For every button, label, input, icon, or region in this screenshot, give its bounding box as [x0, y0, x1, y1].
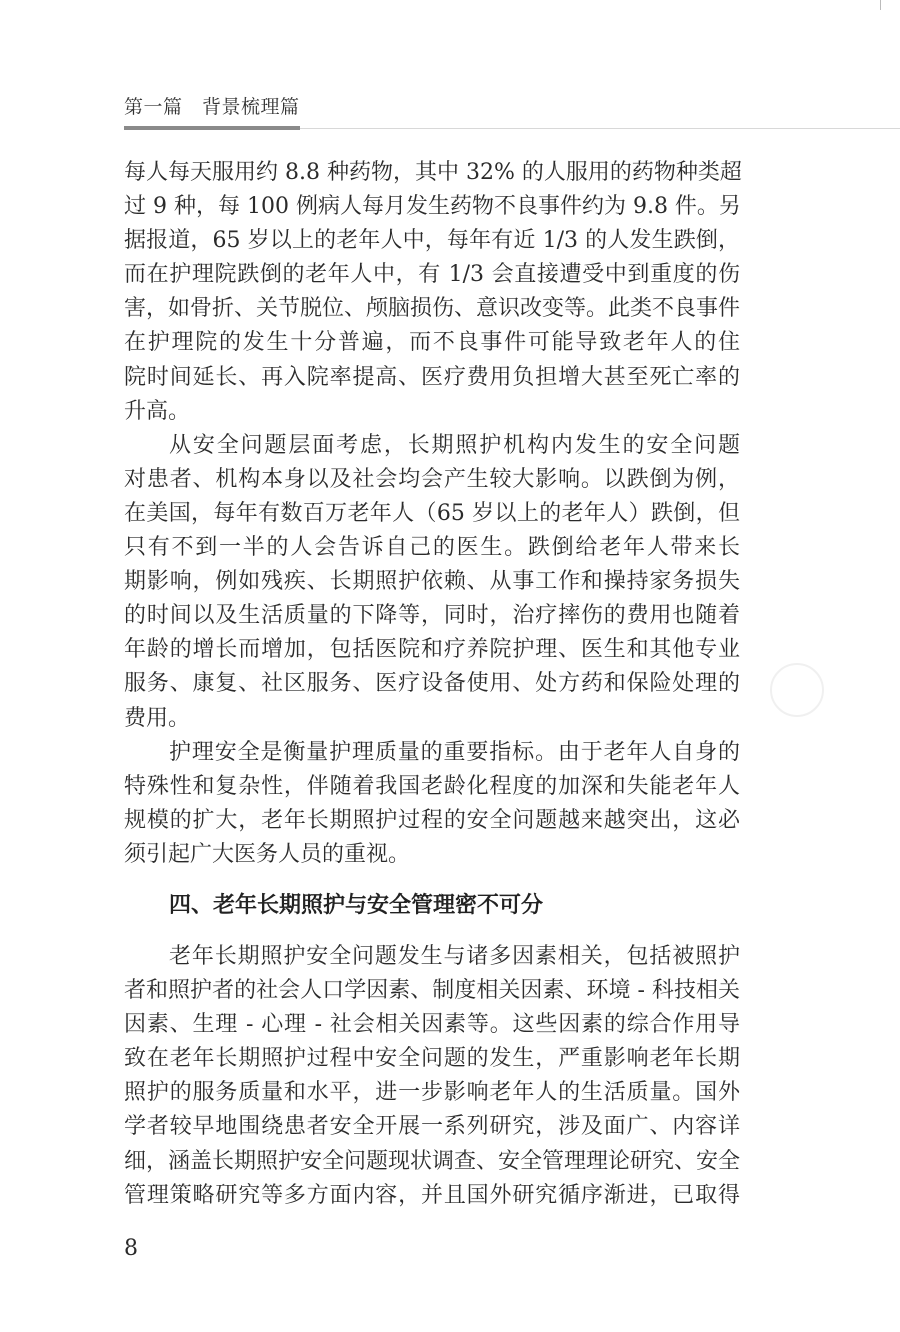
text-line: 对患者、机构本身以及社会均会产生较大影响。以跌倒为例，: [124, 466, 740, 492]
page-body: [124, 156, 740, 1213]
text-line: 费用。: [124, 705, 191, 731]
section-heading: 四、老年长期照护与安全管理密不可分: [169, 892, 544, 918]
paragraphs-after: [124, 940, 740, 1213]
text-line: 护理安全是衡量护理质量的重要指标。由于老年人自身的: [169, 739, 740, 765]
text-line: 的时间以及生活质量的下降等，同时，治疗摔伤的费用也随着: [124, 603, 740, 629]
text-line: 老年长期照护安全问题发生与诸多因素相关，包括被照护: [169, 943, 740, 969]
text-line: 院时间延长、再入院率提高、医疗费用负担增大甚至死亡率的: [124, 364, 740, 390]
text-line: 过 9 种，每 100 例病人每月发生药物不良事件约为 9.8 件。另: [124, 194, 741, 220]
text-line: 须引起广大医务人员的重视。: [124, 841, 411, 867]
text-line: 每人每天服用约 8.8 种药物，其中 32% 的人服用的药物种类超: [124, 160, 742, 185]
running-header: 第一篇 背景梳理篇: [124, 96, 300, 118]
text-line: 规模的扩大，老年长期照护过程的安全问题越来越突出，这必: [124, 807, 740, 833]
text-line: 学者较早地围绕患者安全开展一系列研究，涉及面广、内容详: [124, 1114, 740, 1140]
text-line: 致在老年长期照护过程中安全问题的发生，严重影响老年长期: [124, 1046, 740, 1072]
text-line: 升高。: [124, 398, 191, 424]
text-line: 年龄的增长而增加，包括医院和疗养院护理、医生和其他专业: [124, 637, 740, 663]
text-line: 在护理院的发生十分普遍，而不良事件可能导致老年人的住: [124, 330, 740, 356]
header-rule: [300, 128, 900, 129]
crop-mark: [880, 0, 881, 10]
paragraph: [124, 156, 740, 429]
text-line: 据报道，65 岁以上的老年人中，每年有近 1/3 的人发生跌倒，: [124, 228, 740, 254]
text-line: 从安全问题层面考虑，长期照护机构内发生的安全问题: [169, 432, 740, 458]
publisher-logo-icon: [770, 663, 824, 717]
text-line: 害，如骨折、关节脱位、颅脑损伤、意识改变等。此类不良事件: [124, 296, 741, 322]
paragraph: [124, 429, 740, 736]
text-line: 服务、康复、社区服务、医疗设备使用、处方药和保险处理的: [124, 671, 740, 697]
text-line: 者和照护者的社会人口学因素、制度相关因素、环境 - 科技相关: [124, 978, 740, 1004]
text-line: 而在护理院跌倒的老年人中，有 1/3 会直接遭受中到重度的伤: [124, 262, 740, 288]
page-number: 8: [124, 1236, 138, 1261]
text-line: 因素、生理 - 心理 - 社会相关因素等。这些因素的综合作用导: [124, 1012, 740, 1038]
header-accent-bar: [124, 126, 300, 130]
text-line: 期影响，例如残疾、长期照护依赖、从事工作和操持家务损失: [124, 569, 740, 595]
paragraph: [124, 736, 740, 872]
text-line: 在美国，每年有数百万老年人（65 岁以上的老年人）跌倒，但: [124, 500, 740, 526]
text-line: 特殊性和复杂性，伴随着我国老龄化程度的加深和失能老年人: [124, 773, 740, 799]
text-line: 细，涵盖长期照护安全问题现状调查、安全管理理论研究、安全: [124, 1148, 741, 1174]
paragraphs-before: [124, 156, 740, 872]
paragraph: [124, 940, 740, 1213]
text-line: 照护的服务质量和水平，进一步影响老年人的生活质量。国外: [124, 1080, 740, 1106]
text-line: 只有不到一半的人会告诉自己的医生。跌倒给老年人带来长: [124, 535, 740, 561]
text-line: 管理策略研究等多方面内容，并且国外研究循序渐进，已取得: [124, 1182, 740, 1208]
